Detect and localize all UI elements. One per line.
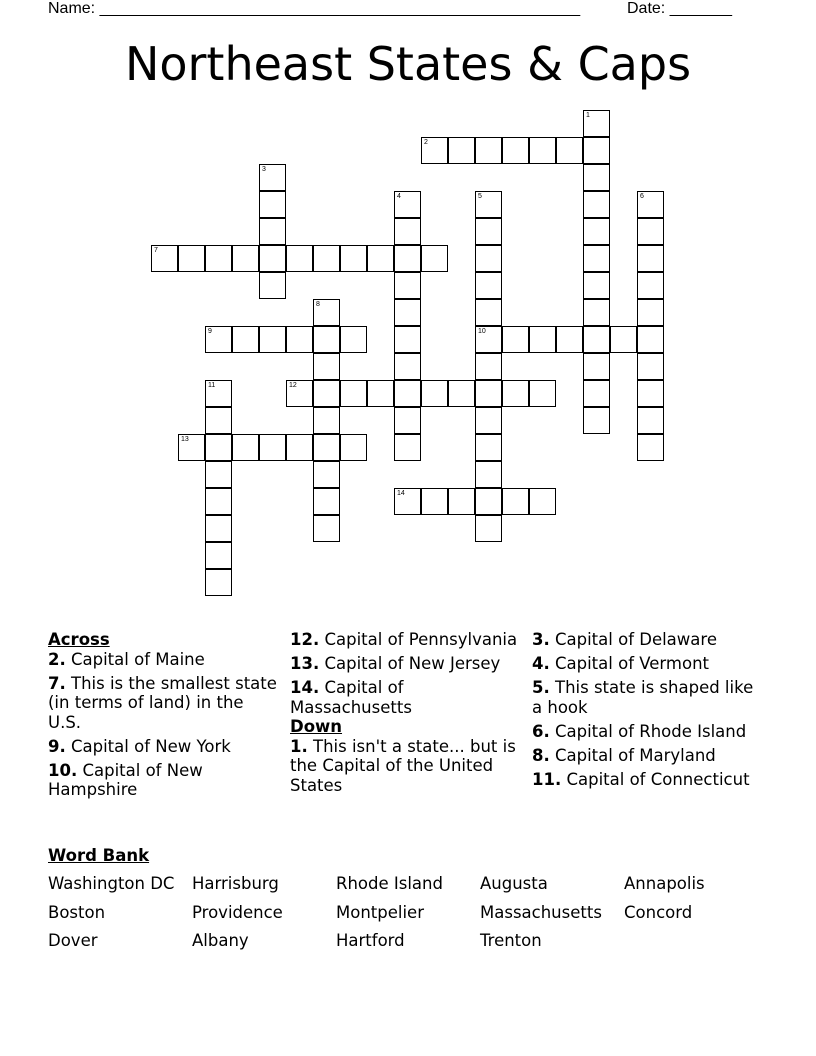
crossword-cell[interactable]: [394, 326, 421, 353]
crossword-cell[interactable]: [259, 434, 286, 461]
crossword-cell[interactable]: [502, 326, 529, 353]
crossword-cell[interactable]: [475, 272, 502, 299]
crossword-cell[interactable]: [448, 380, 475, 407]
crossword-cell[interactable]: [205, 569, 232, 596]
crossword-cell[interactable]: [637, 245, 664, 272]
crossword-cell[interactable]: [610, 326, 637, 353]
crossword-cell[interactable]: [286, 380, 313, 407]
crossword-cell[interactable]: [556, 326, 583, 353]
crossword-cell[interactable]: [637, 380, 664, 407]
clues-column-2: [290, 630, 520, 800]
crossword-cell[interactable]: [583, 137, 610, 164]
crossword-cell[interactable]: [448, 137, 475, 164]
clue-down-4: 4. Capital of Vermont: [532, 654, 709, 673]
crossword-cell[interactable]: [475, 380, 502, 407]
word-bank-item: Albany: [192, 931, 249, 950]
crossword-cell[interactable]: [205, 515, 232, 542]
crossword-cell[interactable]: [205, 488, 232, 515]
name-field-label: Name: ______________________________________________________: [48, 0, 581, 17]
cell-number: 7: [154, 247, 158, 254]
clue-down-6: 6. Capital of Rhode Island: [532, 721, 747, 741]
crossword-cell[interactable]: [637, 434, 664, 461]
cell-number: 14: [397, 490, 405, 497]
clue-across-12: 12. Capital of Pennsylvania: [290, 630, 518, 649]
crossword-cell[interactable]: [205, 245, 232, 272]
crossword-cell[interactable]: [475, 137, 502, 164]
cell-number: 9: [208, 328, 212, 335]
page-title: Northeast States & Caps: [124, 37, 692, 91]
crossword-cell[interactable]: [394, 218, 421, 245]
crossword-cell[interactable]: [421, 380, 448, 407]
clue-across-10: 10. Capital of New Hampshire: [48, 760, 203, 799]
crossword-cell[interactable]: [178, 245, 205, 272]
word-bank-heading: Word Bank: [48, 846, 150, 865]
clue-across-7: 7. This is the smallest state (in terms of land) in the U.S.: [48, 673, 277, 732]
crossword-cell[interactable]: [475, 353, 502, 380]
cell-number: 5: [478, 193, 482, 200]
crossword-cell[interactable]: [421, 137, 448, 164]
crossword-cell[interactable]: [475, 191, 502, 218]
cell-number: 12: [289, 382, 297, 389]
crossword-cell[interactable]: [421, 245, 448, 272]
crossword-cell[interactable]: [475, 461, 502, 488]
crossword-cell[interactable]: [394, 488, 421, 515]
cell-number: 10: [478, 328, 486, 335]
crossword-cell[interactable]: [259, 245, 286, 272]
crossword-cell[interactable]: [394, 191, 421, 218]
clue-across-13: 13. Capital of New Jersey: [290, 654, 501, 673]
cell-number: 4: [397, 193, 401, 200]
crossword-cell[interactable]: [475, 326, 502, 353]
crossword-cell[interactable]: [313, 407, 340, 434]
word-bank-item: Dover: [48, 931, 98, 950]
crossword-cell[interactable]: [394, 299, 421, 326]
crossword-cell[interactable]: [340, 380, 367, 407]
crossword-cell[interactable]: [637, 272, 664, 299]
date-field-label: Date: _______: [627, 0, 732, 17]
crossword-cell[interactable]: [556, 137, 583, 164]
crossword-cell[interactable]: [394, 407, 421, 434]
crossword-cell[interactable]: [475, 218, 502, 245]
crossword-cell[interactable]: [583, 326, 610, 353]
crossword-cell[interactable]: [394, 380, 421, 407]
crossword-cell[interactable]: [394, 272, 421, 299]
across-heading: Across: [48, 630, 110, 649]
crossword-cell[interactable]: [637, 407, 664, 434]
word-bank-item: Washington DC: [48, 874, 175, 893]
crossword-cell[interactable]: [205, 380, 232, 407]
word-bank-item: Hartford: [336, 931, 405, 950]
word-bank-item: Trenton: [480, 931, 542, 950]
cell-number: 11: [208, 382, 216, 389]
crossword-cell[interactable]: [637, 353, 664, 380]
word-bank-item: Providence: [192, 902, 283, 922]
crossword-cell[interactable]: [367, 245, 394, 272]
crossword-cell[interactable]: [313, 434, 340, 461]
crossword-cell[interactable]: [394, 245, 421, 272]
crossword-cell[interactable]: [313, 515, 340, 542]
clue-down-1: 1. This isn't a state... but is the Capital of the United States: [290, 736, 516, 795]
crossword-cell[interactable]: [583, 164, 610, 191]
clue-across-14: 14. Capital of Massachusetts: [290, 678, 412, 717]
crossword-cell[interactable]: [259, 326, 286, 353]
crossword-cell[interactable]: [583, 218, 610, 245]
crossword-cell[interactable]: [502, 380, 529, 407]
down-heading: Down: [290, 717, 343, 736]
word-bank-item: Boston: [48, 902, 106, 922]
crossword-cell[interactable]: [232, 326, 259, 353]
word-bank-item: Harrisburg: [192, 874, 279, 893]
crossword-cell[interactable]: [448, 488, 475, 515]
word-bank-item: Augusta: [480, 874, 548, 893]
word-bank-item: Annapolis: [624, 874, 705, 893]
crossword-cell[interactable]: [259, 218, 286, 245]
crossword-cell[interactable]: [637, 191, 664, 218]
cell-number: 8: [316, 301, 320, 308]
crossword-cell[interactable]: [394, 353, 421, 380]
clue-across-9: 9. Capital of New York: [48, 736, 231, 756]
crossword-cell[interactable]: [286, 245, 313, 272]
crossword-cell[interactable]: [421, 488, 448, 515]
word-bank: [48, 874, 768, 951]
crossword-cell[interactable]: [475, 245, 502, 272]
crossword-cell[interactable]: [205, 326, 232, 353]
crossword-cell[interactable]: [475, 299, 502, 326]
cell-number: 3: [262, 166, 266, 173]
clue-down-5: 5. This state is shaped like a hook: [532, 678, 754, 717]
crossword-cell[interactable]: [178, 434, 205, 461]
crossword-cell[interactable]: [583, 353, 610, 380]
crossword-cell[interactable]: [475, 434, 502, 461]
crossword-cell[interactable]: [205, 434, 232, 461]
crossword-cell[interactable]: [205, 407, 232, 434]
crossword-cell[interactable]: [205, 461, 232, 488]
crossword-cell[interactable]: [259, 272, 286, 299]
crossword-cell[interactable]: [637, 326, 664, 353]
crossword-cell[interactable]: [232, 434, 259, 461]
crossword-cell[interactable]: [232, 245, 259, 272]
clue-down-3: 3. Capital of Delaware: [532, 630, 717, 649]
crossword-cell[interactable]: [475, 488, 502, 515]
crossword-cell[interactable]: [313, 326, 340, 353]
clue-down-11: 11. Capital of Connecticut: [532, 769, 750, 789]
crossword-cell[interactable]: [583, 245, 610, 272]
crossword-cell[interactable]: [394, 434, 421, 461]
cell-number: 1: [586, 112, 590, 119]
cell-number: 13: [181, 436, 189, 443]
clues-column-1: [48, 630, 280, 804]
crossword-cell[interactable]: [583, 191, 610, 218]
crossword-cell[interactable]: [529, 488, 556, 515]
cell-number: 6: [640, 193, 644, 200]
crossword-cell[interactable]: [313, 245, 340, 272]
word-bank-item: Rhode Island: [336, 874, 443, 893]
crossword-cell[interactable]: [475, 407, 502, 434]
crossword-cell[interactable]: [583, 299, 610, 326]
crossword-cell[interactable]: [529, 380, 556, 407]
clues-column-3: [532, 630, 754, 794]
crossword-cell[interactable]: [340, 326, 367, 353]
crossword-cell[interactable]: [637, 218, 664, 245]
crossword-cell[interactable]: [313, 488, 340, 515]
crossword-cell[interactable]: [502, 488, 529, 515]
crossword-cell[interactable]: [583, 272, 610, 299]
crossword-cell[interactable]: [340, 434, 367, 461]
word-bank-item: Massachusetts: [480, 902, 602, 922]
crossword-cell[interactable]: [475, 515, 502, 542]
crossword-cell[interactable]: [259, 164, 286, 191]
crossword-cell[interactable]: [313, 380, 340, 407]
crossword-cell[interactable]: [367, 380, 394, 407]
crossword-cell[interactable]: [286, 434, 313, 461]
crossword-cell[interactable]: [259, 191, 286, 218]
crossword-cell[interactable]: [205, 542, 232, 569]
crossword-cell[interactable]: [529, 326, 556, 353]
crossword-cell[interactable]: [340, 245, 367, 272]
crossword-cell[interactable]: [151, 245, 178, 272]
crossword-cell[interactable]: [502, 137, 529, 164]
crossword-cell[interactable]: [286, 326, 313, 353]
crossword-cell[interactable]: [583, 407, 610, 434]
crossword-cell[interactable]: [313, 461, 340, 488]
crossword-cell[interactable]: [583, 380, 610, 407]
clue-down-8: 8. Capital of Maryland: [532, 745, 716, 765]
crossword-cell[interactable]: [637, 299, 664, 326]
cell-number: 2: [424, 139, 428, 146]
crossword-cell[interactable]: [583, 110, 610, 137]
crossword-cell[interactable]: [313, 299, 340, 326]
word-bank-item: Concord: [624, 902, 693, 922]
clue-across-2: 2. Capital of Maine: [48, 649, 205, 669]
word-bank-item: Montpelier: [336, 902, 424, 922]
crossword-cell[interactable]: [313, 353, 340, 380]
crossword-cell[interactable]: [529, 137, 556, 164]
